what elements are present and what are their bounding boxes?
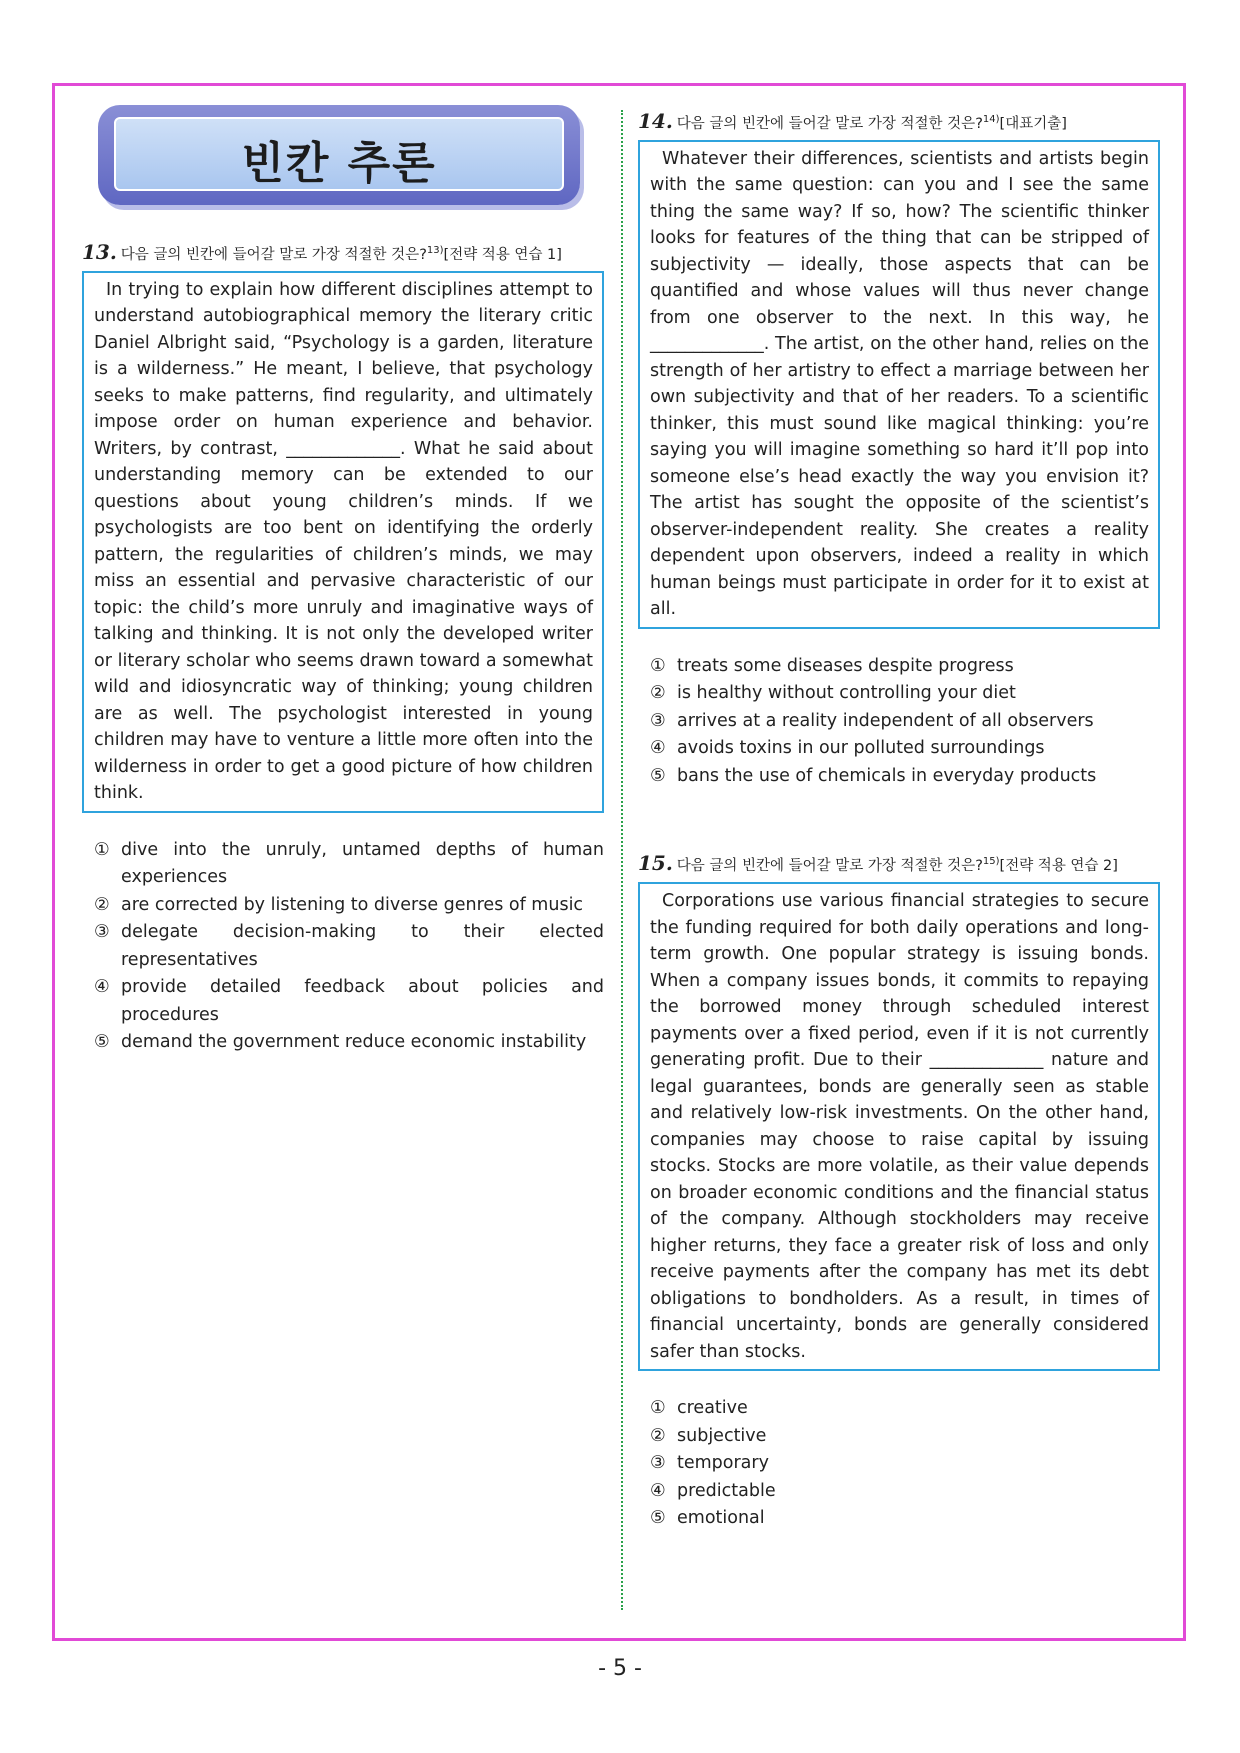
choice-item[interactable] [94, 892, 604, 920]
choice-marker: ② [650, 683, 666, 704]
choice-item[interactable] [94, 974, 604, 1029]
choice-text: emotional [677, 1508, 765, 1529]
footnote-ref: 15) [982, 856, 1000, 868]
section-title-banner [98, 105, 580, 207]
choice-text: dive into the unruly, untamed depths of human experiences [121, 839, 604, 888]
choice-item[interactable] [650, 1395, 1160, 1423]
question-number: 14. [638, 108, 673, 133]
choice-item[interactable] [650, 1423, 1160, 1451]
question-prompt: 다음 글의 빈칸에 들어갈 말로 가장 적절한 것은? [676, 115, 983, 132]
choice-text: delegate decision-making to their elected representatives [121, 922, 604, 970]
choice-item[interactable] [650, 763, 1160, 791]
choice-item[interactable] [94, 919, 604, 974]
question-header [638, 852, 1160, 876]
question-number: 15. [638, 851, 673, 876]
section-title: 빈칸 추론 [241, 138, 437, 189]
choice-item[interactable] [650, 1505, 1160, 1533]
question-header [638, 110, 1160, 134]
choice-list [638, 653, 1160, 791]
choice-text: arrives at a reality independent of all observers [677, 710, 1094, 731]
choice-item[interactable] [650, 708, 1160, 736]
question-source: [전략 적용 연습 1] [443, 246, 562, 263]
choice-marker: ③ [650, 710, 666, 731]
choice-list [638, 1395, 1160, 1533]
choice-text: demand the government reduce economic instability [121, 1032, 587, 1053]
passage-box [638, 882, 1160, 1371]
question-15 [638, 852, 1160, 1532]
choice-marker: ④ [650, 738, 666, 759]
choice-marker: ② [650, 1425, 666, 1446]
passage-box [82, 271, 604, 813]
choice-item[interactable] [650, 680, 1160, 708]
question-13 [82, 241, 604, 1057]
column-divider [621, 110, 623, 1610]
choice-list [82, 837, 604, 1057]
passage-text: Whatever their differences, scientists and artists begin with the same question: can you and I see the same thing the same way? If so, how? The scientific thinker looks for features of the thing that can be stripped of subjectivity — ideally, those aspects that can be quantified and whose values will thus never change from one observer to the next. In this way, he _____________. The artist, on the other hand, relies on the strength of her artistry to effect a marriage between her own subjectivity and that of her readers. To a scientific thinker, this must sound like magical thinking: you’re saying you will imagine something so hard it’ll pop into someone else’s head exactly the way you envision it? The artist has sought the opposite of the scientist’s observer-independent reality. She creates a reality dependent upon observers, indeed a reality in which human beings must participate in order for it to exist at all. [650, 148, 1149, 620]
question-number: 13. [82, 239, 117, 264]
choice-text: are corrected by listening to diverse genres of music [121, 894, 584, 915]
footnote-ref: 13) [426, 245, 444, 256]
choice-item[interactable] [650, 735, 1160, 763]
choice-marker: ① [650, 1398, 666, 1419]
choice-text: avoids toxins in our polluted surroundings [677, 738, 1045, 759]
choice-marker: ② [94, 894, 110, 915]
question-source: [대표기출] [999, 115, 1067, 132]
choice-text: is healthy without controlling your diet [677, 683, 1016, 704]
question-header [82, 241, 604, 265]
choice-text: temporary [677, 1453, 769, 1474]
choice-text: treats some diseases despite progress [677, 655, 1014, 676]
choice-text: subjective [677, 1425, 767, 1446]
choice-marker: ③ [650, 1453, 666, 1474]
passage-box [638, 140, 1160, 629]
choice-item[interactable] [650, 653, 1160, 681]
choice-text: predictable [677, 1480, 776, 1501]
choice-marker: ⑤ [94, 1032, 110, 1053]
question-prompt: 다음 글의 빈칸에 들어갈 말로 가장 적절한 것은? [120, 246, 427, 263]
right-column [638, 110, 1160, 1533]
question-prompt: 다음 글의 빈칸에 들어갈 말로 가장 적절한 것은? [676, 858, 983, 875]
choice-marker: ① [650, 655, 666, 676]
page-number: - 5 - [598, 1656, 642, 1681]
choice-item[interactable] [650, 1478, 1160, 1506]
choice-text: bans the use of chemicals in everyday products [677, 765, 1097, 786]
choice-marker: ① [94, 839, 110, 860]
question-14 [638, 110, 1160, 790]
passage-text: Corporations use various financial strategies to secure the funding required for both daily operations and long-term growth. One popular strategy is issuing bonds. When a company issues bonds, it commits to repaying the borrowed money through scheduled interest payments over a fixed period, even if it is not currently generating profit. Due to their _____________ nature and legal guarantees, bonds are generally seen as stable and relatively low-risk investments. On the other hand, companies may choose to raise capital by issuing stocks. Stocks are more volatile, as their value depends on broader economic conditions and the financial status of the company. Although stockholders may receive higher returns, they face a greater risk of loss and only receive payments after the company has met its debt obligations to bondholders. As a result, in times of financial uncertainty, bonds are generally considered safer than stocks. [650, 891, 1149, 1362]
choice-marker: ④ [94, 977, 110, 998]
passage-text: In trying to explain how different disciplines attempt to understand autobiographical memory the literary critic Daniel Albright said, “Psychology is a garden, literature is a wilderness.” He meant, I believe, that psychology seeks to make patterns, find regularity, and ultimately impose order on human experience and behavior. Writers, by contrast, _____________. What he said about understanding memory can be extended to our questions about young children’s minds. If we psychologists are too bent on identifying the orderly pattern, the regularities of children’s minds, we may miss an essential and pervasive characteristic of our topic: the child’s more unruly and imaginative ways of talking and thinking. It is not only the developed writer or literary scholar who seems drawn toward a somewhat wild and idiosyncratic way of thinking; young children are as well. The psychologist interested in young children may have to venture a little more often into the wilderness in order to get a good picture of how children think. [94, 279, 593, 804]
choice-marker: ③ [94, 922, 110, 943]
choice-text: creative [677, 1398, 748, 1419]
footnote-ref: 14) [982, 114, 1000, 125]
question-source: [전략 적용 연습 2] [999, 858, 1118, 875]
choice-marker: ⑤ [650, 765, 666, 786]
choice-item[interactable] [650, 1450, 1160, 1478]
choice-item[interactable] [94, 1029, 604, 1057]
left-column [82, 105, 604, 1057]
choice-item[interactable] [94, 837, 604, 892]
choice-marker: ④ [650, 1480, 666, 1501]
choice-text: provide detailed feedback about policies and procedures [121, 977, 604, 1025]
choice-marker: ⑤ [650, 1508, 666, 1529]
